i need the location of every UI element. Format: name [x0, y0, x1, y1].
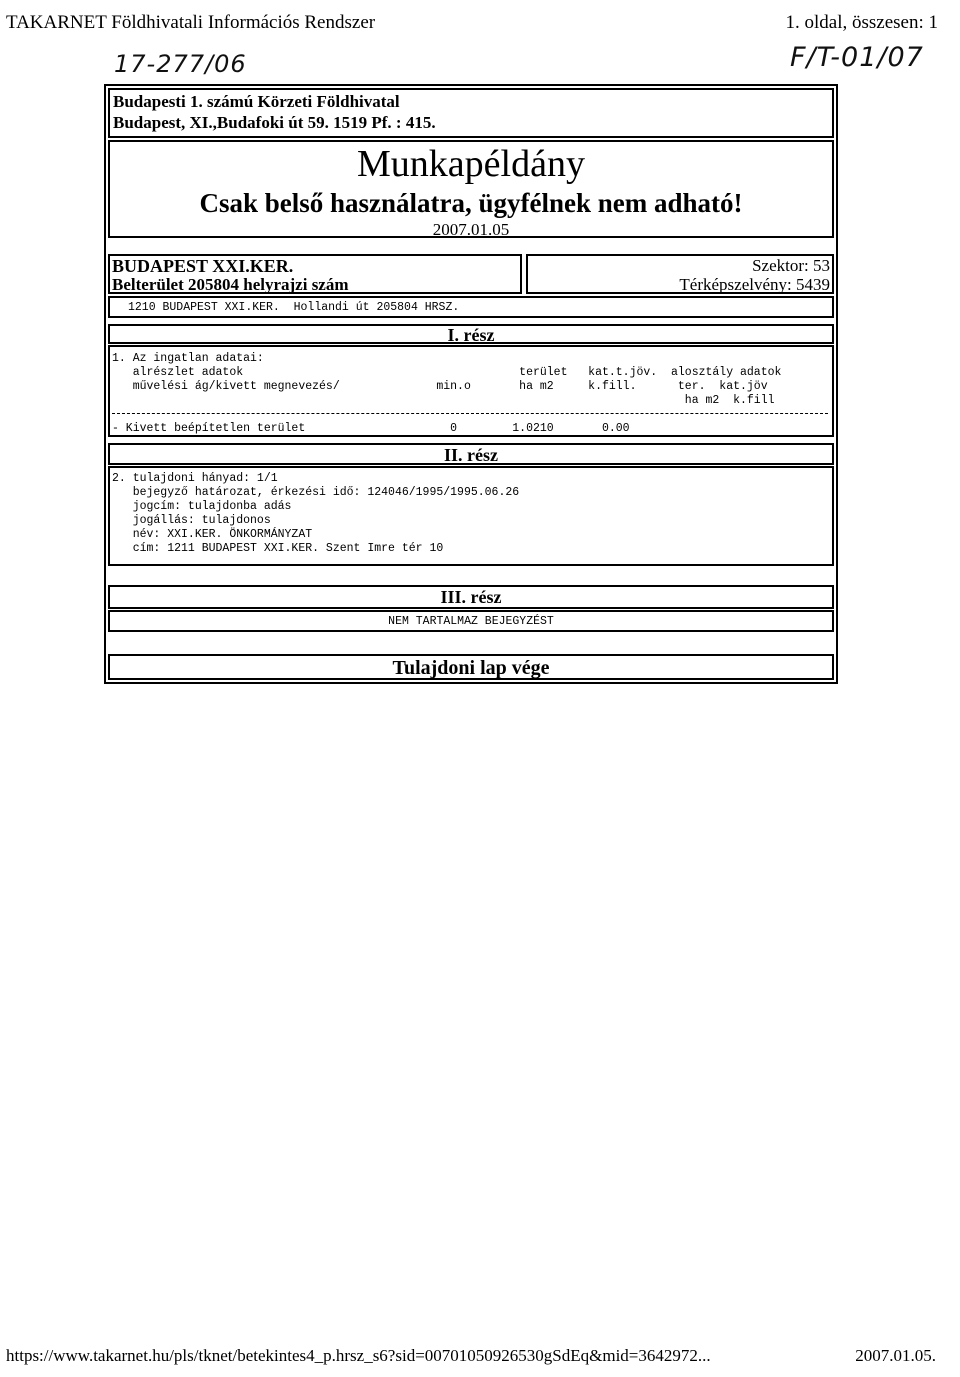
map-box — [526, 254, 834, 294]
part1-box — [108, 345, 834, 437]
part3-heading: III. rész — [440, 587, 502, 607]
part2-line6: cím: 1211 BUDAPEST XXI.KER. Szent Imre tér 10 — [112, 542, 444, 555]
part3-text: NEM TARTALMAZ BEJEGYZÉST — [388, 615, 554, 628]
end-label: Tulajdoni lap vége — [392, 657, 550, 679]
title-box — [108, 140, 834, 238]
system-title: TAKARNET Földhivatali Információs Rendszer — [6, 12, 376, 33]
document-date: 2007.01.05 — [432, 220, 510, 239]
mapsheet-label: Térképszelvény: 5439 — [679, 275, 830, 294]
document-title: Munkapéldány — [357, 143, 585, 185]
office-address: Budapest, XI.,Budafoki út 59. 1519 Pf. : 415. — [113, 113, 436, 132]
part2-line1: 2. tulajdoni hányad: 1/1 — [112, 472, 278, 485]
part2-line4: jogállás: tulajdonos — [112, 514, 271, 527]
part2-box — [108, 466, 834, 566]
part3-box — [108, 610, 834, 632]
office-box — [108, 88, 834, 138]
end-box — [108, 654, 834, 680]
part1-line1: 1. Az ingatlan adatai: — [112, 352, 264, 365]
location-box — [108, 254, 522, 294]
part3-heading-box — [108, 585, 834, 609]
part1-line3: művelési ág/kivett megnevezés/ min.o ha m2 k.fill. ter. kat.jöv — [112, 380, 768, 393]
part2-heading: II. rész — [444, 445, 498, 465]
part2-heading-box — [108, 443, 834, 465]
part2-line5: név: XXI.KER. ÖNKORMÁNYZAT — [112, 528, 313, 541]
part1-heading-box — [108, 324, 834, 344]
part2-line2: bejegyző határozat, érkezési idő: 124046/1995/1995.06.26 — [112, 486, 520, 499]
part1-line2: alrészlet adatok terület kat.t.jöv. alosztály adatok — [112, 366, 782, 379]
source-url: https://www.takarnet.hu/pls/tknet/betekintes4_p.hrsz_s6?sid=00701050926530gSdEq&mid=3642972... — [6, 1346, 711, 1365]
district-label: BUDAPEST XXI.KER. — [112, 256, 294, 276]
address-box — [108, 296, 834, 318]
page-counter: 1. oldal, összesen: 1 — [785, 12, 938, 33]
plot-label: Belterület 205804 helyrajzi szám — [112, 275, 349, 294]
sector-label: Szektor: 53 — [752, 256, 830, 275]
part1-separator — [112, 413, 828, 414]
part1-line4: ha m2 k.fill — [112, 394, 775, 407]
print-date: 2007.01.05. — [855, 1346, 936, 1365]
handwritten-reference-right: F/T-01/07 — [790, 42, 924, 73]
address-line: 1210 BUDAPEST XXI.KER. Hollandi út 205804 HRSZ. — [128, 301, 460, 314]
part1-row: - Kivett beépítetlen terület 0 1.0210 0.00 — [112, 422, 630, 435]
handwritten-reference-left: 17-277/06 — [114, 50, 247, 78]
part2-line3: jogcím: tulajdonba adás — [112, 500, 292, 513]
part1-heading: I. rész — [447, 325, 495, 345]
office-name: Budapesti 1. számú Körzeti Földhivatal — [113, 92, 400, 111]
document-subtitle: Csak belső használatra, ügyfélnek nem adható! — [199, 188, 743, 218]
